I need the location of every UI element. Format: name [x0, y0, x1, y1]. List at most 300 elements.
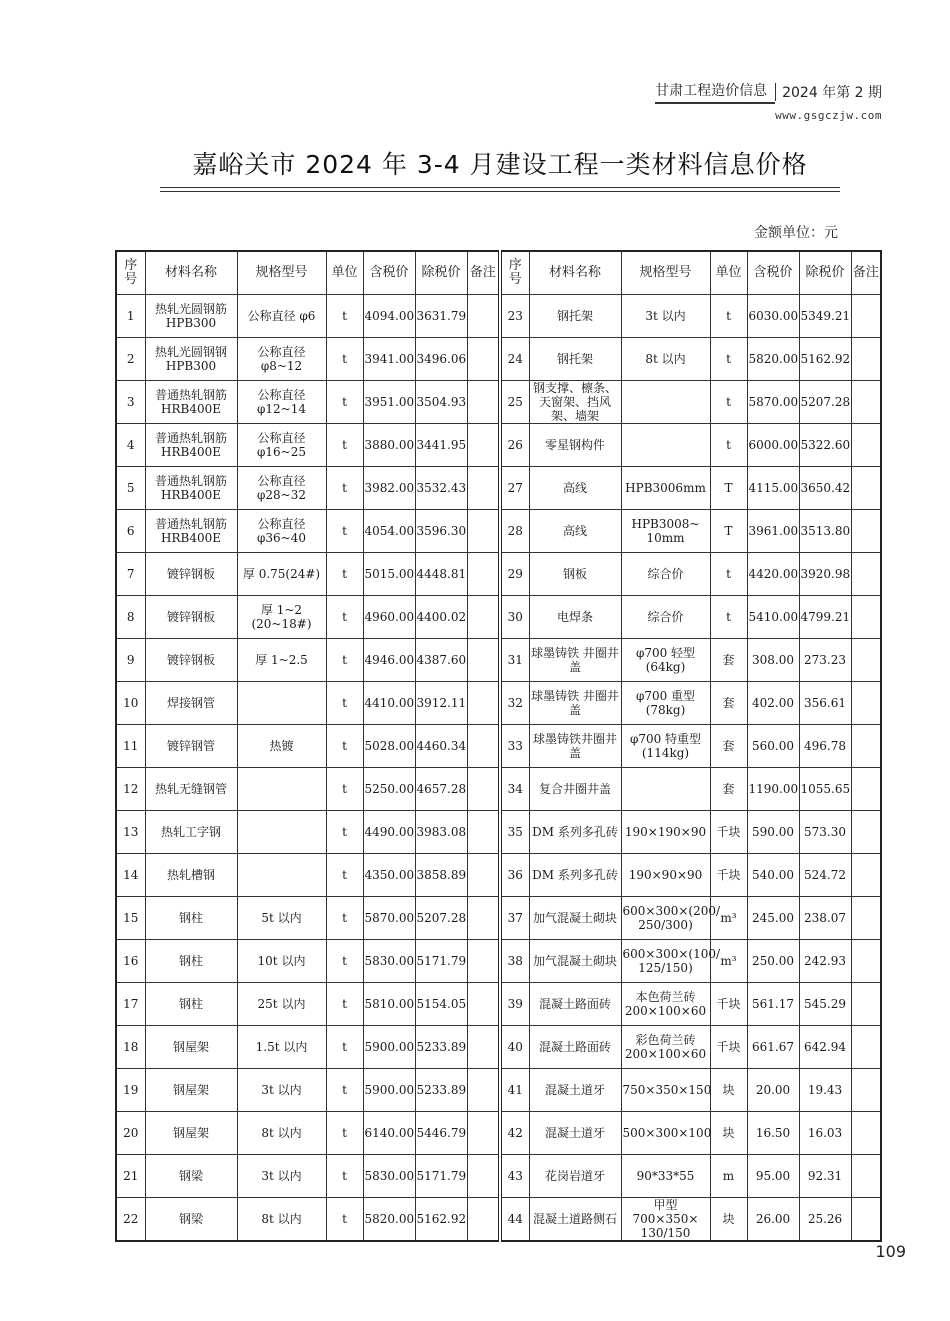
cell-price-excl-tax: 5171.79: [415, 940, 467, 983]
cell-unit: 千块: [710, 854, 747, 897]
table-row: [116, 1069, 881, 1112]
cell-index: 20: [116, 1112, 145, 1155]
col-header-name: 材料名称: [145, 251, 237, 295]
cell-material-name: 镀锌钢管: [145, 725, 237, 768]
cell-material-name: 电焊条: [529, 596, 621, 639]
cell-remark: [851, 639, 881, 682]
cell-spec: 厚 1~2 (20~18#): [237, 596, 326, 639]
cell-price-excl-tax: 3858.89: [415, 854, 467, 897]
cell-price-excl-tax: 356.61: [799, 682, 851, 725]
cell-unit: t: [326, 1069, 363, 1112]
cell-spec: 190×190×90: [621, 811, 710, 854]
cell-price-excl-tax: 273.23: [799, 639, 851, 682]
cell-unit: m³: [710, 940, 747, 983]
cell-price-incl-tax: 308.00: [747, 639, 799, 682]
cell-material-name: 热轧槽钢: [145, 854, 237, 897]
cell-price-incl-tax: 4094.00: [363, 295, 415, 338]
cell-material-name: 混凝土路面砖: [529, 983, 621, 1026]
cell-remark: [851, 467, 881, 510]
cell-remark: [851, 854, 881, 897]
cell-remark: [851, 983, 881, 1026]
cell-unit: 千块: [710, 811, 747, 854]
col-header-price-incl-tax: 含税价: [747, 251, 799, 295]
cell-price-excl-tax: 4657.28: [415, 768, 467, 811]
cell-price-incl-tax: 250.00: [747, 940, 799, 983]
cell-price-incl-tax: 3941.00: [363, 338, 415, 381]
cell-remark: [467, 1155, 500, 1198]
cell-material-name: 普通热轧钢筋 HRB400E: [145, 510, 237, 553]
cell-index: 36: [500, 854, 529, 897]
cell-index: 32: [500, 682, 529, 725]
cell-remark: [851, 424, 881, 467]
cell-material-name: 复合井圈井盖: [529, 768, 621, 811]
cell-price-incl-tax: 26.00: [747, 1198, 799, 1242]
page-title: 嘉峪关市 2024 年 3-4 月建设工程一类材料信息价格: [160, 145, 840, 188]
cell-index: 19: [116, 1069, 145, 1112]
cell-unit: 块: [710, 1198, 747, 1242]
cell-index: 27: [500, 467, 529, 510]
cell-remark: [467, 854, 500, 897]
cell-price-incl-tax: 95.00: [747, 1155, 799, 1198]
cell-price-incl-tax: 5810.00: [363, 983, 415, 1026]
cell-price-excl-tax: 1055.65: [799, 768, 851, 811]
cell-spec: 公称直径 φ16~25: [237, 424, 326, 467]
cell-material-name: 钢屋架: [145, 1069, 237, 1112]
cell-spec: 10t 以内: [237, 940, 326, 983]
cell-remark: [467, 338, 500, 381]
cell-spec: 厚 0.75(24#): [237, 553, 326, 596]
cell-unit: t: [326, 1155, 363, 1198]
cell-unit: t: [326, 424, 363, 467]
cell-price-excl-tax: 19.43: [799, 1069, 851, 1112]
cell-material-name: 普通热轧钢筋 HRB400E: [145, 381, 237, 424]
cell-price-incl-tax: 5015.00: [363, 553, 415, 596]
cell-material-name: 钢托架: [529, 338, 621, 381]
cell-spec: 综合价: [621, 553, 710, 596]
cell-index: 34: [500, 768, 529, 811]
cell-material-name: 镀锌钢板: [145, 596, 237, 639]
cell-unit: t: [326, 295, 363, 338]
cell-index: 5: [116, 467, 145, 510]
cell-material-name: 钢屋架: [145, 1026, 237, 1069]
cell-remark: [851, 510, 881, 553]
cell-spec: φ700 特重型 (114kg): [621, 725, 710, 768]
cell-spec: 3t 以内: [237, 1069, 326, 1112]
cell-unit: t: [710, 295, 747, 338]
cell-price-excl-tax: 5233.89: [415, 1026, 467, 1069]
cell-remark: [851, 381, 881, 424]
page-number: 109: [875, 1242, 906, 1261]
cell-spec: 厚 1~2.5: [237, 639, 326, 682]
cell-spec: 热镀: [237, 725, 326, 768]
cell-unit: t: [326, 897, 363, 940]
col-header-price-incl-tax: 含税价: [363, 251, 415, 295]
cell-unit: t: [326, 467, 363, 510]
col-header-price-excl-tax: 除税价: [799, 251, 851, 295]
table-row: [116, 553, 881, 596]
col-header-remark: 备注: [851, 251, 881, 295]
cell-price-incl-tax: 4420.00: [747, 553, 799, 596]
cell-spec: HPB3006mm: [621, 467, 710, 510]
cell-price-incl-tax: 6030.00: [747, 295, 799, 338]
col-header-spec: 规格型号: [237, 251, 326, 295]
cell-index: 31: [500, 639, 529, 682]
cell-index: 21: [116, 1155, 145, 1198]
table-row: [116, 424, 881, 467]
cell-index: 28: [500, 510, 529, 553]
cell-index: 42: [500, 1112, 529, 1155]
table-row: [116, 725, 881, 768]
cell-remark: [851, 682, 881, 725]
cell-spec: 综合价: [621, 596, 710, 639]
table-row: [116, 811, 881, 854]
cell-material-name: 混凝土道牙: [529, 1112, 621, 1155]
cell-price-excl-tax: 642.94: [799, 1026, 851, 1069]
cell-material-name: 钢梁: [145, 1155, 237, 1198]
cell-price-incl-tax: 4350.00: [363, 854, 415, 897]
cell-spec: 公称直径 φ8~12: [237, 338, 326, 381]
cell-material-name: 钢柱: [145, 940, 237, 983]
cell-price-excl-tax: 5233.89: [415, 1069, 467, 1112]
cell-unit: T: [710, 510, 747, 553]
table-header-row: [116, 251, 881, 295]
cell-price-incl-tax: 560.00: [747, 725, 799, 768]
cell-unit: t: [326, 553, 363, 596]
cell-spec: 3t 以内: [237, 1155, 326, 1198]
magazine-name: 甘肃工程造价信息: [655, 80, 775, 104]
col-header-spec: 规格型号: [621, 251, 710, 295]
cell-unit: t: [326, 983, 363, 1026]
cell-price-incl-tax: 5820.00: [747, 338, 799, 381]
cell-spec: 90*33*55: [621, 1155, 710, 1198]
cell-spec: [621, 424, 710, 467]
cell-spec: HPB3008~ 10mm: [621, 510, 710, 553]
table-row: [116, 596, 881, 639]
cell-material-name: 钢屋架: [145, 1112, 237, 1155]
table-row: [116, 381, 881, 424]
cell-remark: [851, 1155, 881, 1198]
col-header-name: 材料名称: [529, 251, 621, 295]
cell-spec: 600×300×(200/ 250/300): [621, 897, 710, 940]
col-header-remark: 备注: [467, 251, 500, 295]
cell-index: 37: [500, 897, 529, 940]
cell-spec: 公称直径 φ36~40: [237, 510, 326, 553]
cell-price-excl-tax: 4387.60: [415, 639, 467, 682]
cell-index: 40: [500, 1026, 529, 1069]
cell-index: 17: [116, 983, 145, 1026]
cell-price-incl-tax: 4960.00: [363, 596, 415, 639]
cell-price-excl-tax: 5349.21: [799, 295, 851, 338]
cell-price-excl-tax: 3650.42: [799, 467, 851, 510]
cell-price-incl-tax: 5900.00: [363, 1026, 415, 1069]
cell-unit: t: [710, 381, 747, 424]
cell-spec: [621, 381, 710, 424]
cell-price-incl-tax: 5830.00: [363, 940, 415, 983]
cell-spec: 公称直径 φ6: [237, 295, 326, 338]
cell-price-incl-tax: 245.00: [747, 897, 799, 940]
cell-remark: [467, 295, 500, 338]
cell-material-name: 球墨铸铁井圈井盖: [529, 725, 621, 768]
table-row: [116, 467, 881, 510]
cell-index: 38: [500, 940, 529, 983]
cell-price-excl-tax: 25.26: [799, 1198, 851, 1242]
cell-price-excl-tax: 573.30: [799, 811, 851, 854]
cell-remark: [851, 725, 881, 768]
cell-price-excl-tax: 4400.02: [415, 596, 467, 639]
cell-unit: t: [326, 1026, 363, 1069]
cell-price-excl-tax: 3496.06: [415, 338, 467, 381]
cell-price-excl-tax: 3441.95: [415, 424, 467, 467]
cell-material-name: 普通热轧钢筋 HRB400E: [145, 424, 237, 467]
cell-unit: t: [326, 381, 363, 424]
cell-spec: 彩色荷兰砖 200×100×60: [621, 1026, 710, 1069]
price-table: [115, 250, 882, 1242]
col-header-unit: 单位: [326, 251, 363, 295]
cell-remark: [467, 424, 500, 467]
table-row: [116, 1112, 881, 1155]
cell-remark: [851, 768, 881, 811]
cell-spec: φ700 重型 (78kg): [621, 682, 710, 725]
table-body: [116, 295, 881, 1242]
cell-spec: 3t 以内: [621, 295, 710, 338]
cell-material-name: 混凝土道牙: [529, 1069, 621, 1112]
cell-unit: 块: [710, 1069, 747, 1112]
cell-spec: [237, 682, 326, 725]
cell-price-excl-tax: 3631.79: [415, 295, 467, 338]
cell-remark: [851, 1198, 881, 1242]
cell-price-incl-tax: 5820.00: [363, 1198, 415, 1242]
cell-index: 33: [500, 725, 529, 768]
cell-index: 25: [500, 381, 529, 424]
cell-price-incl-tax: 4410.00: [363, 682, 415, 725]
cell-remark: [467, 1198, 500, 1242]
cell-price-incl-tax: 1190.00: [747, 768, 799, 811]
cell-price-excl-tax: 3983.08: [415, 811, 467, 854]
cell-remark: [851, 897, 881, 940]
table-row: [116, 639, 881, 682]
table-row: [116, 983, 881, 1026]
cell-index: 43: [500, 1155, 529, 1198]
cell-price-incl-tax: 4490.00: [363, 811, 415, 854]
cell-price-incl-tax: 4115.00: [747, 467, 799, 510]
cell-unit: t: [710, 596, 747, 639]
cell-remark: [851, 1112, 881, 1155]
cell-index: 18: [116, 1026, 145, 1069]
cell-spec: 1.5t 以内: [237, 1026, 326, 1069]
cell-index: 13: [116, 811, 145, 854]
cell-unit: t: [326, 940, 363, 983]
cell-price-excl-tax: 545.29: [799, 983, 851, 1026]
cell-spec: 公称直径 φ28~32: [237, 467, 326, 510]
cell-price-incl-tax: 661.67: [747, 1026, 799, 1069]
cell-spec: 8t 以内: [237, 1112, 326, 1155]
cell-index: 7: [116, 553, 145, 596]
cell-index: 29: [500, 553, 529, 596]
cell-index: 44: [500, 1198, 529, 1242]
cell-remark: [467, 639, 500, 682]
cell-price-excl-tax: 5322.60: [799, 424, 851, 467]
cell-material-name: 钢板: [529, 553, 621, 596]
cell-unit: t: [326, 510, 363, 553]
cell-spec: 甲型 700×350× 130/150: [621, 1198, 710, 1242]
cell-unit: 千块: [710, 1026, 747, 1069]
cell-material-name: 焊接钢管: [145, 682, 237, 725]
table-row: [116, 854, 881, 897]
cell-price-excl-tax: 4460.34: [415, 725, 467, 768]
cell-material-name: DM 系列多孔砖: [529, 811, 621, 854]
cell-price-incl-tax: 20.00: [747, 1069, 799, 1112]
cell-price-incl-tax: 16.50: [747, 1112, 799, 1155]
cell-remark: [851, 553, 881, 596]
cell-remark: [467, 682, 500, 725]
cell-material-name: 高线: [529, 510, 621, 553]
cell-remark: [467, 983, 500, 1026]
cell-index: 10: [116, 682, 145, 725]
cell-price-excl-tax: 3912.11: [415, 682, 467, 725]
cell-unit: t: [326, 768, 363, 811]
cell-material-name: 热轧光圆钢钢 HPB300: [145, 338, 237, 381]
cell-remark: [467, 725, 500, 768]
cell-price-incl-tax: 540.00: [747, 854, 799, 897]
col-header-price-excl-tax: 除税价: [415, 251, 467, 295]
cell-unit: 套: [710, 682, 747, 725]
cell-spec: 5t 以内: [237, 897, 326, 940]
cell-price-incl-tax: 5028.00: [363, 725, 415, 768]
header-divider: [775, 83, 776, 101]
cell-unit: t: [326, 682, 363, 725]
cell-unit: t: [326, 639, 363, 682]
cell-unit: t: [326, 338, 363, 381]
cell-unit: t: [326, 725, 363, 768]
cell-remark: [851, 1069, 881, 1112]
table-row: [116, 682, 881, 725]
cell-remark: [467, 768, 500, 811]
issue-label: 2024 年第 2 期: [782, 85, 882, 101]
cell-index: 41: [500, 1069, 529, 1112]
cell-unit: 套: [710, 768, 747, 811]
cell-spec: 8t 以内: [237, 1198, 326, 1242]
cell-price-excl-tax: 3920.98: [799, 553, 851, 596]
cell-price-incl-tax: 6140.00: [363, 1112, 415, 1155]
col-header-index: 序号: [500, 251, 529, 295]
cell-price-incl-tax: 3880.00: [363, 424, 415, 467]
cell-material-name: 普通热轧钢筋 HRB400E: [145, 467, 237, 510]
cell-index: 8: [116, 596, 145, 639]
cell-index: 2: [116, 338, 145, 381]
cell-unit: t: [326, 596, 363, 639]
col-header-index: 序号: [116, 251, 145, 295]
cell-price-incl-tax: 402.00: [747, 682, 799, 725]
cell-index: 1: [116, 295, 145, 338]
cell-spec: 190×90×90: [621, 854, 710, 897]
cell-index: 14: [116, 854, 145, 897]
cell-material-name: 钢柱: [145, 897, 237, 940]
table-row: [116, 940, 881, 983]
cell-price-excl-tax: 3513.80: [799, 510, 851, 553]
cell-remark: [851, 295, 881, 338]
cell-price-excl-tax: 16.03: [799, 1112, 851, 1155]
cell-material-name: 混凝土道路侧石: [529, 1198, 621, 1242]
cell-price-excl-tax: 3596.30: [415, 510, 467, 553]
cell-price-excl-tax: 3504.93: [415, 381, 467, 424]
cell-material-name: 镀锌钢板: [145, 553, 237, 596]
cell-price-incl-tax: 5900.00: [363, 1069, 415, 1112]
cell-remark: [467, 940, 500, 983]
cell-price-incl-tax: 5410.00: [747, 596, 799, 639]
cell-remark: [467, 381, 500, 424]
cell-unit: 套: [710, 639, 747, 682]
cell-remark: [467, 553, 500, 596]
cell-price-incl-tax: 5250.00: [363, 768, 415, 811]
cell-remark: [851, 940, 881, 983]
cell-spec: [237, 768, 326, 811]
table-row: [116, 897, 881, 940]
cell-unit: m: [710, 1155, 747, 1198]
cell-unit: 千块: [710, 983, 747, 1026]
cell-index: 23: [500, 295, 529, 338]
cell-remark: [467, 1112, 500, 1155]
cell-price-excl-tax: 5162.92: [799, 338, 851, 381]
cell-price-excl-tax: 5446.79: [415, 1112, 467, 1155]
cell-index: 11: [116, 725, 145, 768]
cell-index: 4: [116, 424, 145, 467]
cell-unit: t: [326, 811, 363, 854]
cell-remark: [467, 1026, 500, 1069]
cell-index: 3: [116, 381, 145, 424]
cell-price-excl-tax: 238.07: [799, 897, 851, 940]
cell-price-excl-tax: 5171.79: [415, 1155, 467, 1198]
cell-remark: [467, 510, 500, 553]
cell-spec: 750×350×150: [621, 1069, 710, 1112]
cell-material-name: 钢梁: [145, 1198, 237, 1242]
cell-spec: 本色荷兰砖 200×100×60: [621, 983, 710, 1026]
cell-price-excl-tax: 524.72: [799, 854, 851, 897]
cell-material-name: 热轧无缝钢管: [145, 768, 237, 811]
cell-material-name: 加气混凝土砌块: [529, 940, 621, 983]
cell-remark: [851, 811, 881, 854]
cell-price-incl-tax: 4946.00: [363, 639, 415, 682]
cell-price-excl-tax: 3532.43: [415, 467, 467, 510]
cell-spec: 公称直径 φ12~14: [237, 381, 326, 424]
table-row: [116, 1155, 881, 1198]
cell-material-name: 钢支撑、檩条、天窗架、挡风架、墙架: [529, 381, 621, 424]
cell-material-name: 热轧工字钢: [145, 811, 237, 854]
cell-unit: 块: [710, 1112, 747, 1155]
running-header: [655, 80, 882, 122]
cell-material-name: 钢托架: [529, 295, 621, 338]
cell-spec: [237, 854, 326, 897]
cell-spec: 600×300×(100/ 125/150): [621, 940, 710, 983]
cell-index: 35: [500, 811, 529, 854]
cell-material-name: 高线: [529, 467, 621, 510]
currency-unit-note: 金额单位：元: [754, 225, 838, 241]
cell-price-excl-tax: 4448.81: [415, 553, 467, 596]
cell-price-excl-tax: 242.93: [799, 940, 851, 983]
cell-unit: t: [326, 1198, 363, 1242]
cell-unit: 套: [710, 725, 747, 768]
cell-index: 26: [500, 424, 529, 467]
cell-remark: [851, 338, 881, 381]
cell-spec: φ700 轻型 (64kg): [621, 639, 710, 682]
cell-price-excl-tax: 496.78: [799, 725, 851, 768]
cell-remark: [851, 596, 881, 639]
cell-price-incl-tax: 5870.00: [747, 381, 799, 424]
cell-price-incl-tax: 6000.00: [747, 424, 799, 467]
cell-price-excl-tax: 4799.21: [799, 596, 851, 639]
cell-index: 15: [116, 897, 145, 940]
cell-material-name: 球墨铸铁 井圈井盖: [529, 682, 621, 725]
cell-price-incl-tax: 5830.00: [363, 1155, 415, 1198]
